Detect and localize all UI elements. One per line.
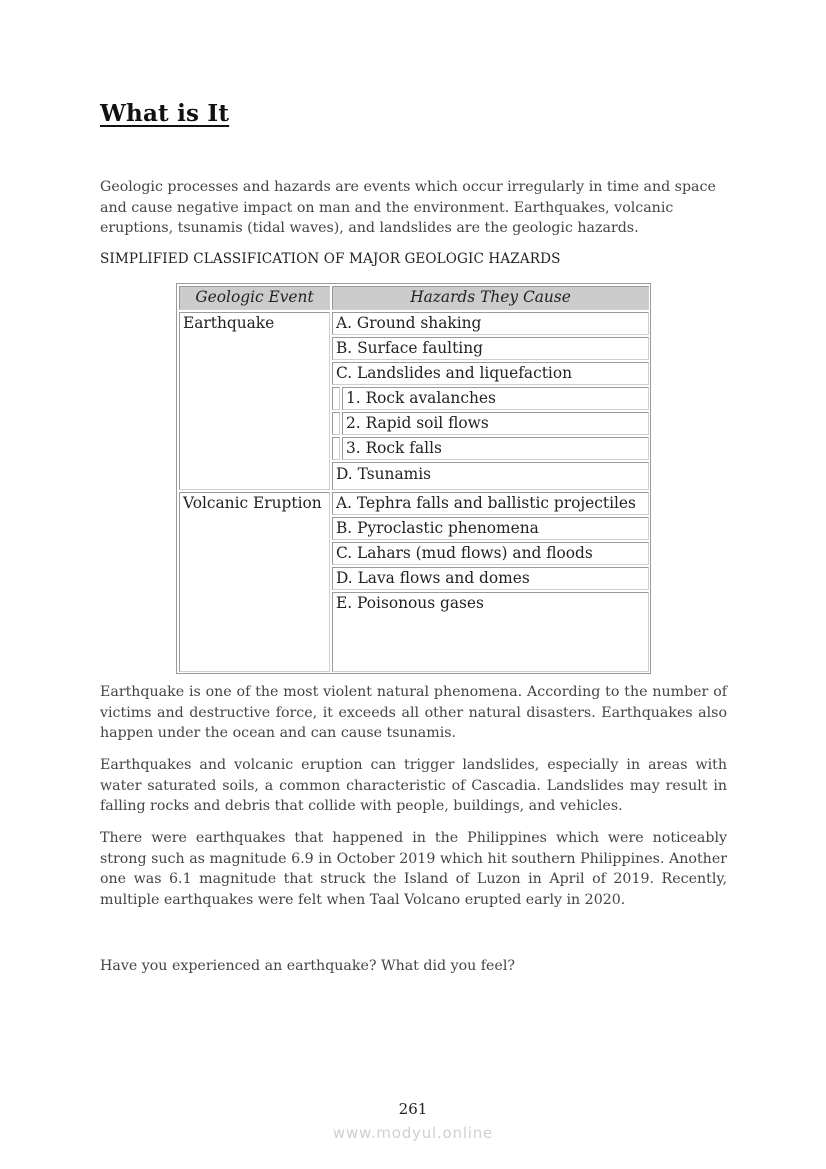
event-volcanic-eruption: Volcanic Eruption: [179, 492, 330, 672]
sub-item-indent: [332, 437, 340, 460]
table-header-hazards: Hazards They Cause: [332, 286, 649, 310]
hazard-item: B. Surface faulting: [332, 337, 649, 360]
body-paragraph: Earthquake is one of the most violent natural phenomena. According to the number of victims and destructive force, it exceeds all other natural disasters. Earthquakes also happen under the ocean and can cause tsunamis.: [100, 684, 727, 742]
hazard-item: C. Landslides and liquefaction: [332, 362, 649, 385]
hazard-sub-item: 2. Rapid soil flows: [342, 412, 649, 435]
hazard-item: D. Tsunamis: [332, 462, 649, 490]
hazard-item: E. Poisonous gases: [332, 592, 649, 672]
sub-item-indent: [332, 412, 340, 435]
hazard-item: C. Lahars (mud flows) and floods: [332, 542, 649, 565]
hazard-item: B. Pyroclastic phenomena: [332, 517, 649, 540]
watermark: www.modyul.online: [332, 1124, 494, 1142]
hazard-item: A. Ground shaking: [332, 312, 649, 335]
hazard-sub-item: 3. Rock falls: [342, 437, 649, 460]
body-paragraph: Earthquakes and volcanic eruption can trigger landslides, especially in areas with water saturated soils, a common characteristic of Cascadia. Landslides may result in falling rocks and debris that collide with people, buildings, and vehicles.: [100, 757, 727, 815]
intro-paragraph: Geologic processes and hazards are events which occur irregularly in time and space and cause negative impact on man and the environment. Earthquakes, volcanic eruptions, tsunamis (tidal waves), and landslides are the geologic hazards.: [100, 179, 716, 237]
page-number: 261: [398, 1100, 428, 1118]
event-earthquake: Earthquake: [179, 312, 330, 490]
sub-item-indent: [332, 387, 340, 410]
page-title: What is It: [100, 100, 230, 127]
body-paragraph: There were earthquakes that happened in the Philippines which were noticeably strong such as magnitude 6.9 in October 2019 which hit southern Philippines. Another one was 6.1 magnitude that struck the Island of Luzon in April of 2019. Recently, multiple earthquakes were felt when Taal Volcano erupted early in 2020.: [100, 830, 727, 908]
hazard-item: D. Lava flows and domes: [332, 567, 649, 590]
hazard-item: A. Tephra falls and ballistic projectiles: [332, 492, 649, 515]
reflection-question: Have you experienced an earthquake? What did you feel?: [100, 958, 515, 974]
hazard-sub-item: 1. Rock avalanches: [342, 387, 649, 410]
hazard-classification-table: [176, 283, 651, 674]
table-header-event: Geologic Event: [179, 286, 330, 310]
table-caption: SIMPLIFIED CLASSIFICATION OF MAJOR GEOLOGIC HAZARDS: [100, 251, 561, 267]
